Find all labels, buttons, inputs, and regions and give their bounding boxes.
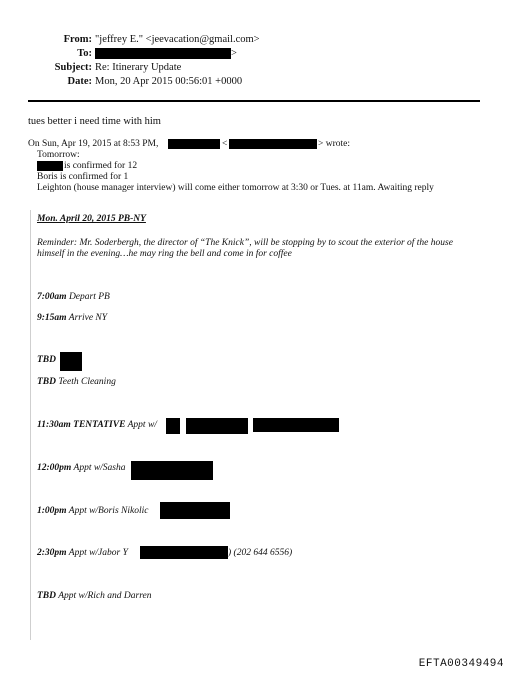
schedule-desc: Depart PB <box>66 292 110 302</box>
reply-text: tues better i need time with him <box>28 116 161 127</box>
schedule-item <box>37 506 148 517</box>
schedule-item <box>37 591 152 602</box>
schedule-time: 7:00am <box>37 292 67 302</box>
schedule-time: 9:15am <box>37 313 67 323</box>
redaction-block <box>95 48 231 59</box>
jabor-phone: ) (202 644 6556) <box>228 548 293 558</box>
reminder-line-2: himself in the evening…he may ring the bell and come in for coffee <box>37 249 292 259</box>
redaction-block <box>131 461 213 480</box>
redaction-block <box>186 418 248 434</box>
schedule-time: 11:30am TENTATIVE <box>37 420 126 430</box>
schedule-time: 2:30pm <box>37 548 67 558</box>
from-value: "jeffrey E." <jeevacation@gmail.com> <box>95 34 260 45</box>
to-label: To: <box>77 48 92 59</box>
header-divider <box>28 100 480 102</box>
schedule-desc: Appt w/Rich and Darren <box>56 591 152 601</box>
redaction-block <box>160 502 230 519</box>
schedule-desc: Appt w/Sasha <box>71 463 126 473</box>
schedule-item <box>37 313 107 324</box>
subject-value: Re: Itinerary Update <box>95 62 182 73</box>
redaction-block <box>37 161 63 171</box>
boris-confirmed: Boris is confirmed for 1 <box>37 172 129 182</box>
from-label: From: <box>63 34 92 45</box>
schedule-desc: Appt w/Jabor Y <box>66 548 128 558</box>
to-suffix: > <box>231 48 237 59</box>
schedule-time: TBD <box>37 377 56 387</box>
subject-label: Subject: <box>54 62 92 73</box>
redaction-block <box>166 418 180 434</box>
schedule-item <box>37 548 128 559</box>
schedule-time: 12:00pm <box>37 463 72 473</box>
date-value: Mon, 20 Apr 2015 00:56:01 +0000 <box>95 76 243 87</box>
quote-intro-prefix: On Sun, Apr 19, 2015 at 8:53 PM, <box>28 139 159 149</box>
redaction-block <box>140 546 228 559</box>
confirmed-12: is confirmed for 12 <box>64 161 138 171</box>
schedule-desc: Arrive NY <box>66 313 108 323</box>
schedule-desc: Teeth Cleaning <box>56 377 116 387</box>
date-label: Date: <box>67 76 92 87</box>
quote-bar <box>30 210 31 640</box>
schedule-time: TBD <box>37 355 56 365</box>
quote-intro-suffix: > wrote: <box>318 139 351 149</box>
tomorrow-label: Tomorrow: <box>37 150 80 160</box>
quote-intro-lt: < <box>222 139 228 149</box>
document-id: EFTA00349494 <box>418 658 504 670</box>
schedule-desc: Appt w/Boris Nikolic <box>66 506 149 516</box>
schedule-time: 1:00pm <box>37 506 67 516</box>
redaction-block <box>168 139 220 149</box>
schedule-item <box>37 355 56 366</box>
leighton-line: Leighton (house manager interview) will come either tomorrow at 3:30 or Tues. at 11am. Awaiting reply <box>37 183 434 193</box>
reminder-line-1: Reminder: Mr. Soderbergh, the director of “The Knick”, will be stopping by to scout the exterior of the house <box>37 238 453 248</box>
schedule-item <box>37 420 157 431</box>
schedule-time: TBD <box>37 591 56 601</box>
schedule-item <box>37 377 116 388</box>
redaction-block <box>60 352 82 371</box>
schedule-date-heading: Mon. April 20, 2015 PB-NY <box>37 214 146 224</box>
redaction-block <box>253 418 339 432</box>
schedule-desc: Appt w/ <box>125 420 157 430</box>
redaction-block <box>229 139 317 149</box>
schedule-item <box>37 292 110 303</box>
schedule-item <box>37 463 126 474</box>
